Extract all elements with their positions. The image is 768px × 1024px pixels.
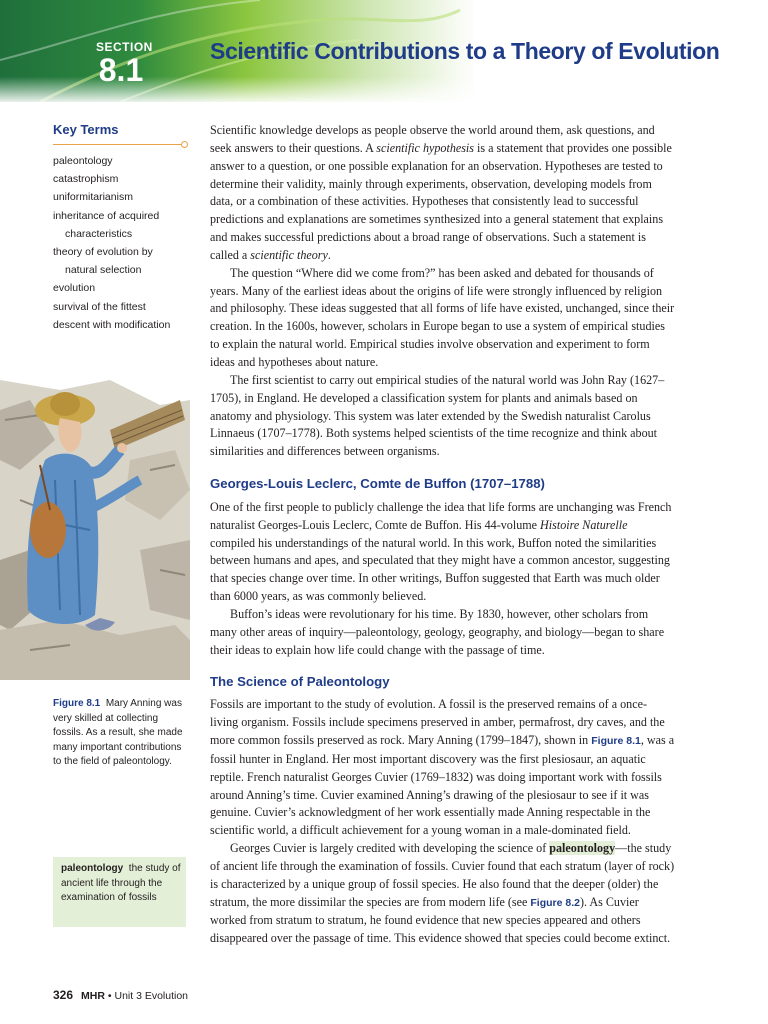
paragraph: The first scientist to carry out empirical studies of the natural world was John Ray (1627–1705), in England. He developed a classification system for plants and animals based on anatomy and physiology. This system was later extended by the Swedish naturalist Carolus Linnaeus (1707–1778). Both systems helped scientists of the time recognize and think about similarities and differences between organisms. [210,372,665,459]
key-terms-rule [53,144,183,145]
section-heading-buffon: Georges-Louis Leclerc, Comte de Buffon (1707–1788) [210,476,545,492]
key-term-item: catastrophism [53,173,119,186]
key-term-item: evolution [53,282,96,295]
glossary-term: paleontology [61,863,124,874]
section-word: SECTION [96,40,153,54]
section-heading-paleontology: The Science of Paleontology [210,674,390,690]
glossary-definition: the study of ancient life through the examination of fossils [61,863,181,903]
highlighted-term: paleontology [549,841,616,856]
section-number: 8.1 [98,52,144,88]
page-footer [53,988,188,1002]
unit-label: Unit 3 Evolution [114,990,189,1002]
figure-caption [53,697,187,770]
key-term-item: paleontology [53,155,113,167]
paragraph: Fossils are important to the study of evolution. A fossil is the preserved remains of a once-living organism. Fossils include specimens preserved in amber, permafrost, dry caves, and the more common fossils preserved as rock. Mary Anning (1799–1847), shown in Figure 8.1, was a fossil hunter in England. Her most important discovery was the first plesiosaur, an aquatic reptile. French naturalist Georges Cuvier (1769–1832) was doing important work with fossils around Anning’s time. Cuvier examined Anning’s drawing of the plesiosaur to see if it was genuine. Cuvier’s acknowledgment of her work essentially made Anning respectable in the scientific world, a difficult achievement for a young woman in a male-dominated field. [210,697,675,838]
figure-label: Figure 8.1 [53,698,101,709]
key-terms-heading: Key Terms [53,122,119,137]
paragraph: One of the first people to publicly challenge the idea that life forms are unchanging was French naturalist Georges-Louis Leclerc, Comte de Buffon. His 44-volume Histoire Naturelle compiled his understandings of the natural world. In this work, Buffon noted the similarities between humans and apes, and speculated that they might have a common ancestor, suggesting that species change over time. In other writings, Buffon suggested that Earth was much older than 6000 years, as was commonly believed. [210,499,672,604]
paragraph: The question “Where did we come from?” has been asked and debated for thousands of years. Many of the earliest ideas about the origins of life were strongly influenced by religion and philosophy. These ideas suggested that all forms of life have existed, unchanged, since their creation. In the 1600s, however, scholars in Europe began to use a system of empirical studies to explain the natural world. Empirical studies involve observation and experiment to form ideas and hypotheses about nature. [210,265,675,369]
section-label [96,40,153,88]
paragraph: Buffon’s ideas were revolutionary for his time. By 1830, however, other scholars from many other areas of inquiry—paleontology, geology, geography, and biology—began to share their ideas to explain how life could change with the passage of time. [210,606,665,657]
key-terms-rule-dot [181,141,188,148]
figure-8-2-link[interactable]: Figure 8.2 [530,896,580,909]
publisher: MHR [81,990,105,1002]
page-number: 326 [53,988,74,1002]
glossary-entry [61,862,181,906]
figure-8-1-link[interactable]: Figure 8.1 [591,735,641,747]
footer-bullet: • [107,990,112,1002]
paragraph: Georges Cuvier is largely credited with developing the science of paleontology—the study of ancient life through the examination of fossils. Cuvier found that each stratum (layer of rock) is characterized by a unique group of fossil species. He also found that the deeper (older) the stratum, the more dissimilar the species are from modern life (see Figure 8.2). As Cuvier worked from stratum to stratum, he found evidence that new species appeared and others disappeared over the passage of time. This evidence showed that species could become extinct. [210,841,675,946]
key-term-item: inheritance of acquired characteristics [53,209,160,240]
key-term-item: theory of evolution by natural selection [53,246,153,277]
glossary-box [53,857,186,927]
figure-caption-text: Mary Anning was very skilled at collecting fossils. As a result, she made many important contributions to the field of paleontology. [53,698,183,767]
key-term-item: uniformitarianism [53,191,133,204]
mary-anning-illustration [0,380,190,680]
paragraph: Scientific knowledge develops as people observe the world around them, ask questions, and seek answers to their questions. A scientific hypothesis is a statement that provides one possible answer to a question, or one possible explanation for an observation. Hypotheses are tested to determine their validity, mainly through experiments, observation, developing models from data, or a combination of these activities. Hypotheses that consistently lead to successful predictions and explanations are sometimes synthesized into a general statement that explains and makes successful predictions about a broad range of observations. Such a statement is called a scientific theory. [210,123,672,262]
key-term-item: descent with modification [53,318,171,331]
key-term-item: survival of the fittest [53,300,146,313]
main-text [210,122,675,948]
key-terms-list [53,152,170,334]
page-title: Scientific Contributions to a Theory of Evolution [210,38,720,64]
